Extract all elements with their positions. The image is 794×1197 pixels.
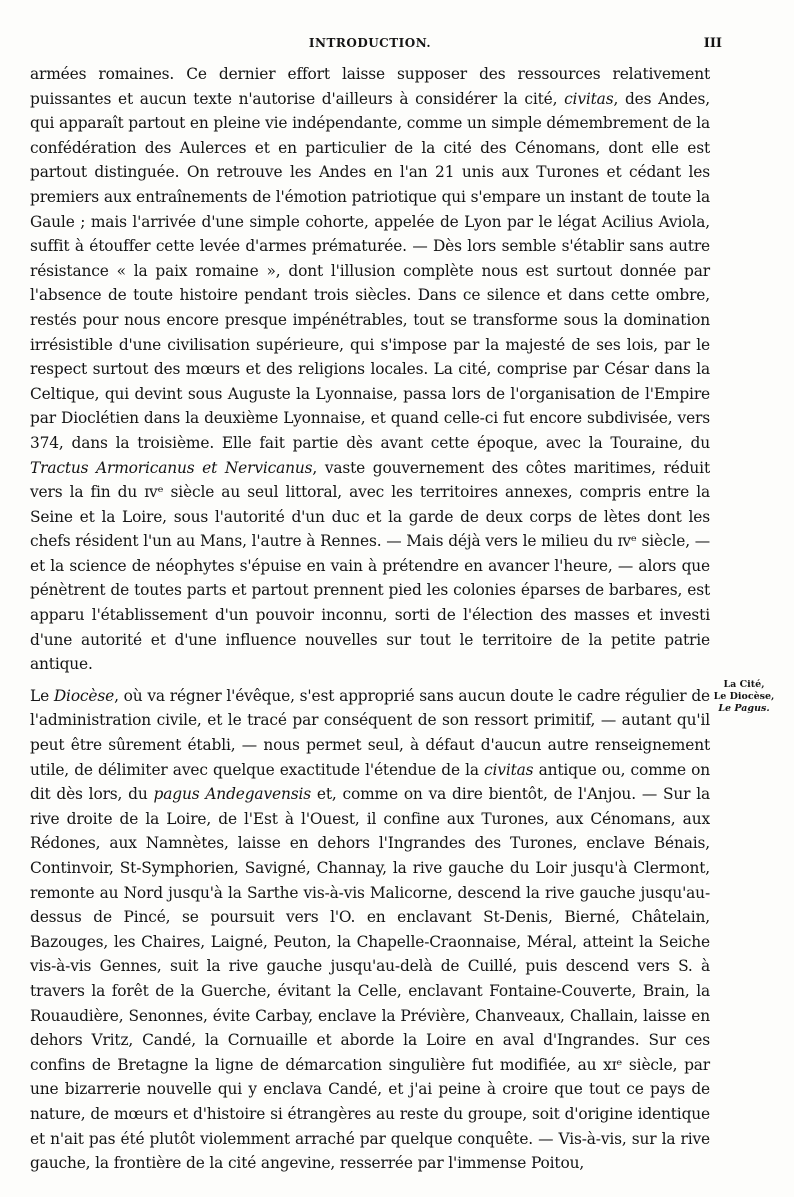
body-text: [30, 62, 710, 1176]
marginal-note-line: Le Diocèse,: [713, 691, 775, 702]
paragraph-roman-period: [30, 62, 710, 677]
paragraph-diocese: [30, 684, 710, 1176]
text-run: antique ou, comme on dit dès lors, du: [30, 760, 710, 804]
marginal-note: [712, 679, 776, 715]
page-number: III: [703, 36, 722, 51]
text-run: , vaste gouvernement des côtes maritimes, réduit vers la fin du ɪᴠᵉ siècle au seul littoral, avec les territoires annexes, compris entre la Seine et la Loire, sous l'autorité d'un duc et la garde de deux corps de lètes dont les chefs résident l'un au Mans, l'autre à Rennes. — Mais déjà vers le milieu du ɪᴠᵉ siècle, — et la science de néophytes s'épuise en vain à prétendre en avancer l'heure, — alors que pénètrent de toutes parts et partout prennent pied les colonies éparses de barbares, est apparu l'établissement d'un pouvoir inconnu, sorti de l'élection des masses et investi d'une autorité et d'une influence nouvelles sur tout le territoire de la petite patrie antique.: [30, 458, 710, 674]
marginal-note-line: La Cité,: [723, 679, 765, 690]
italic-run: Diocèse: [53, 686, 115, 705]
text-run: , des Andes, qui apparaît partout en pleine vie indépendante, comme un simple démembrement de la confédération des Aulerces et en particulier de la cité des Cénomans, dont elle est partout distinguée. On retrouve les Andes en l'an 21 unis aux Turones et cédant les premiers aux entraînements de l'émotion patriotique qui s'empare un instant de toute la Gaule ; mais l'arrivée d'une simple cohorte, appelée de Lyon par le légat Acilius Aviola, suffit à étouffer cette levée d'armes prématurée. — Dès lors semble s'établir sans autre résistance « la paix romaine », dont l'illusion complète nous est surtout donnée par l'absence de toute histoire pendant trois siècles. Dans ce silence et dans cette ombre, restés pour nous encore presque impénétrables, tout se transforme sous la domination irrésistible d'une civilisation supérieure, qui s'impose par la majesté de ses lois, par le respect surtout des mœurs et des religions locales. La cité, comprise par César dans la Celtique, qui devint sous Auguste la Lyonnaise, passa lors de l'organisation de l'Empire par Dioclétien dans la deuxième Lyonnaise, et quand celle-ci fut encore subdivisée, vers 374, dans la troisième. Elle fait partie dès avant cette époque, avec la Touraine, du: [30, 89, 710, 452]
page-header: [30, 36, 722, 58]
text-run: et, comme on va dire bientôt, de l'Anjou. — Sur la rive droite de la Loire, de l'Est à l'Ouest, il confine aux Turones, aux Cénomans, aux Rédones, aux Namnètes, laisse en dehors l'Ingrandes des Turones, enclave Bénais, Continvoir, St-Symphorien, Savigné, Channay, la rive gauche du Loir jusqu'à Clermont, remonte au Nord jusqu'à la Sarthe vis-à-vis Malicorne, descend la rive gauche jusqu'au-dessus de Pincé, se poursuit vers l'O. en enclavant St-Denis, Bierné, Châtelain, Bazouges, les Chaires, Laigné, Peuton, la Chapelle-Craonnaise, Méral, atteint la Seiche vis-à-vis Gennes, suit la rive gauche jusqu'au-delà de Cuillé, puis descend vers S. à travers la forêt de la Guerche, évitant la Celle, enclavant Fontaine-Couverte, Brain, la Rouaudière, Senonnes, évite Carbay, enclave la Prévière, Chanveaux, Challain, laisse en dehors Vritz, Candé, la Cornuaille et aborde la Loire en aval d'Ingrandes. Sur ces confins de Bretagne la ligne de démarcation singulière fut modifiée, au xɪᵉ siècle, par une bizarrerie nouvelle qui y enclava Candé, et j'ai peine à croire que tout ce pays de nature, de mœurs et d'histoire si étrangères au reste du groupe, soit d'origine identique et n'ait pas été plutôt violemment arraché par quelque conquête. — Vis-à-vis, sur la rive gauche, la frontière de la cité angevine, resserrée par l'immense Poitou,: [30, 785, 710, 1173]
marginal-note-line: Le Pagus.: [718, 703, 770, 714]
italic-run: civitas: [564, 89, 614, 108]
running-title: INTRODUCTION.: [308, 36, 432, 50]
text-run: armées romaines. Ce dernier effort laisse supposer des ressources relativement puissantes et aucun texte n'autorise d'ailleurs à considérer la cité,: [30, 65, 710, 108]
text-run: , où va régner l'évêque, s'est approprié sans aucun doute le cadre régulier de l'administration civile, et le tracé par conséquent de son ressort primitif, — autant qu'il peut être sûrement établi, — nous permet seul, à défaut d'aucun autre renseignement utile, de délimiter avec quelque exactitude l'étendue de la: [30, 686, 710, 779]
italic-run: pagus Andegavensis: [153, 785, 311, 804]
italic-run: Tractus Armoricanus et Nervicanus: [30, 458, 313, 477]
text-run: Le: [30, 686, 54, 705]
italic-run: civitas: [484, 760, 534, 779]
